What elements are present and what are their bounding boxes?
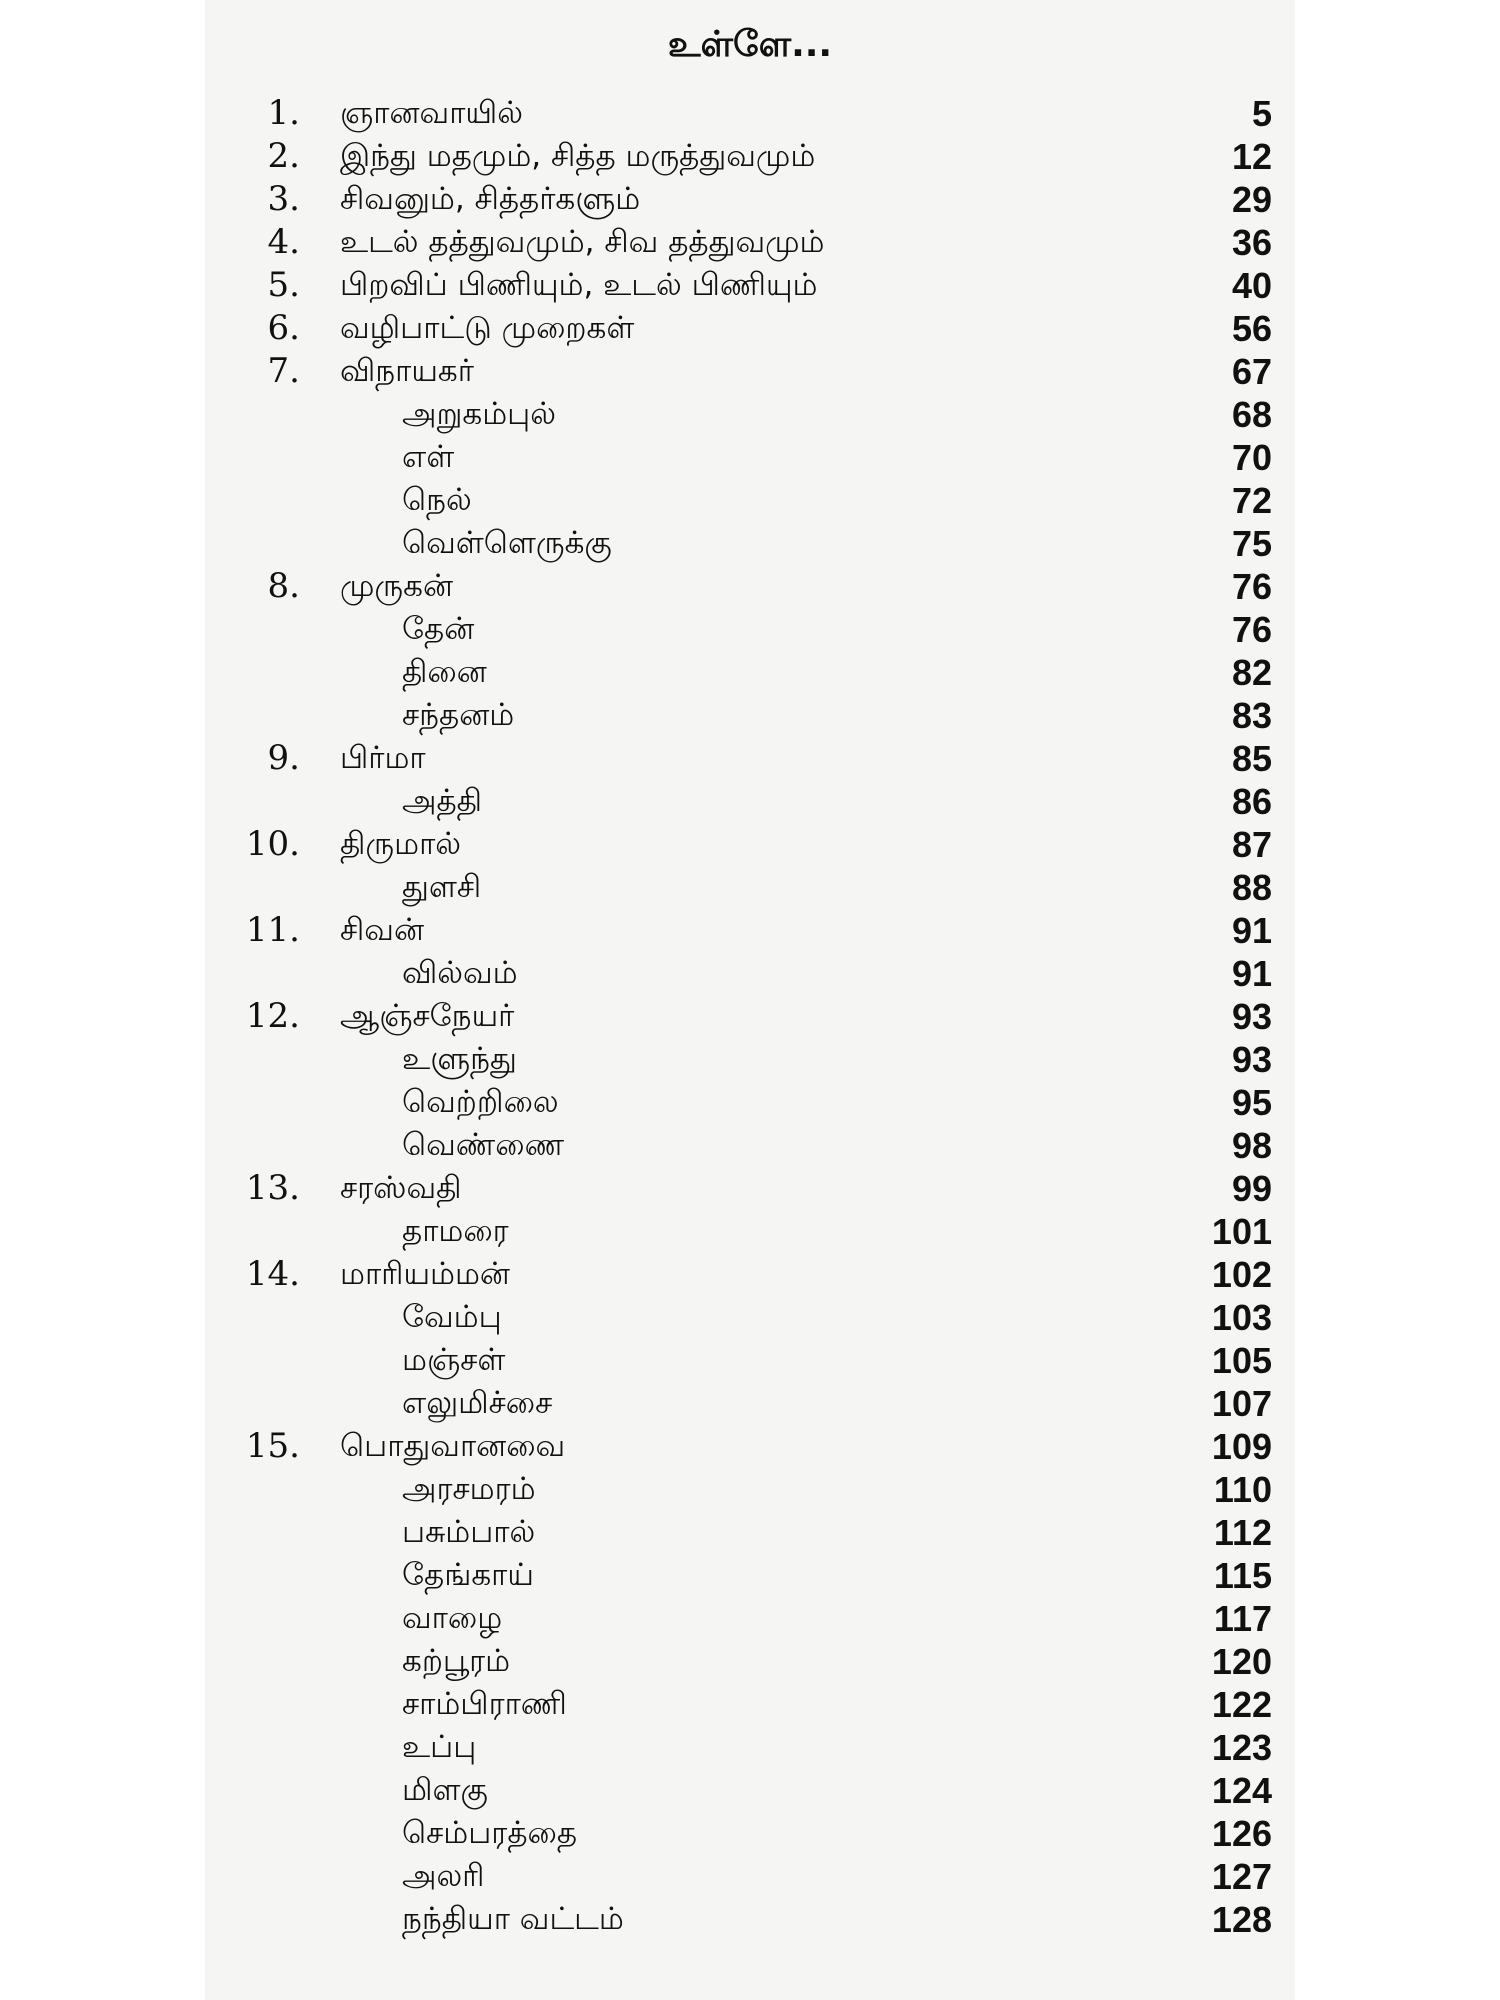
chapter-number: 4. [267,222,300,262]
chapter-title: சிவன் [340,912,425,948]
page-number: 93 [1231,996,1272,1037]
chapter-title: மாரியம்மன் [340,1256,510,1292]
toc-entry [0,1597,1500,1640]
page-number: 88 [1231,867,1272,908]
chapter-title: திருமால் [340,826,462,862]
chapter-title: ஆஞ்சநேயர் [340,998,515,1034]
page-number: 68 [1231,394,1272,435]
page-number: 123 [1211,1727,1272,1768]
chapter-title: சிவனும், சித்தர்களும் [340,181,641,217]
toc-entry [0,823,1500,866]
subtopic-title: நெல் [402,482,472,518]
subtopic-title: அறுகம்புல் [402,396,556,432]
chapter-number: 11. [245,910,300,950]
subtopic-title: அத்தி [402,783,483,819]
toc-entry [0,1253,1500,1296]
toc-entry [0,1038,1500,1081]
subtopic-title: வெண்ணை [402,1127,565,1163]
page-number: 126 [1211,1813,1272,1854]
page-number: 124 [1211,1770,1272,1811]
toc-entry [0,350,1500,393]
chapter-number: 7. [267,351,300,391]
chapter-number: 2. [267,136,300,176]
subtopic-title: நந்தியா வட்டம் [402,1901,624,1937]
toc-entry [0,1124,1500,1167]
page-number: 67 [1231,351,1272,392]
subtopic-title: வில்வம் [402,955,518,991]
subtopic-title: வேம்பு [402,1299,502,1335]
page-number: 36 [1231,222,1272,263]
subtopic-title: தாமரை [402,1213,509,1249]
subtopic-title: தினை [402,654,487,690]
subtopic-title: வெள்ளெருக்கு [402,525,612,561]
toc-entry [0,1898,1500,1941]
page-number: 75 [1231,523,1272,564]
toc-entry [0,264,1500,307]
subtopic-title: உப்பு [402,1729,477,1765]
page-number: 82 [1231,652,1272,693]
chapter-number: 8. [267,566,300,606]
page-number: 107 [1211,1383,1272,1424]
subtopic-title: தேங்காய் [402,1557,534,1593]
toc-entry [0,1425,1500,1468]
page-number: 86 [1231,781,1272,822]
toc-entry [0,608,1500,651]
page-number: 56 [1231,308,1272,349]
page-number: 29 [1231,179,1272,220]
toc-entry [0,1296,1500,1339]
toc-entry [0,92,1500,135]
subtopic-title: பசும்பால் [402,1514,536,1550]
toc-entry [0,436,1500,479]
page-number: 122 [1211,1684,1272,1725]
page-number: 102 [1211,1254,1272,1295]
toc-entry [0,522,1500,565]
chapter-title: பொதுவானவை [340,1428,566,1464]
toc-entry [0,393,1500,436]
page-number: 70 [1231,437,1272,478]
page-number: 93 [1231,1039,1272,1080]
page-number: 91 [1231,910,1272,951]
toc-entry [0,1683,1500,1726]
contents-title: உள்ளே... [667,24,833,65]
page-number: 12 [1231,136,1272,177]
page-number: 87 [1231,824,1272,865]
toc-entry [0,866,1500,909]
page-number: 115 [1213,1555,1272,1596]
page-number: 101 [1211,1211,1272,1252]
toc-entry [0,737,1500,780]
subtopic-title: வெற்றிலை [402,1084,559,1120]
chapter-title: பிறவிப் பிணியும், உடல் பிணியும் [340,267,818,303]
toc-entry [0,221,1500,264]
toc-entry [0,909,1500,952]
subtopic-title: எலுமிச்சை [402,1385,553,1421]
page-number: 76 [1231,566,1272,607]
toc-entry [0,1382,1500,1425]
toc-entry [0,1769,1500,1812]
page-number: 127 [1211,1856,1272,1897]
subtopic-title: சாம்பிராணி [402,1686,567,1722]
chapter-number: 12. [245,996,300,1036]
subtopic-title: சந்தனம் [402,697,515,733]
toc-entry [0,135,1500,178]
toc-entry [0,1167,1500,1210]
chapter-number: 13. [245,1168,300,1208]
chapter-number: 9. [267,738,300,778]
toc-entry [0,1468,1500,1511]
subtopic-title: வாழை [402,1600,503,1636]
chapter-title: விநாயகர் [340,353,474,389]
subtopic-title: மிளகு [402,1772,488,1808]
toc-entry [0,479,1500,522]
toc-entry [0,1640,1500,1683]
page-number: 85 [1231,738,1272,779]
toc-entry [0,995,1500,1038]
chapter-title: ஞானவாயில் [340,95,523,131]
chapter-title: முருகன் [340,568,454,604]
page-number: 117 [1213,1598,1272,1639]
page-number: 91 [1231,953,1272,994]
page-number: 76 [1231,609,1272,650]
toc-entry [0,1812,1500,1855]
chapter-title: இந்து மதமும், சித்த மருத்துவமும் [340,138,816,174]
page-number: 120 [1211,1641,1272,1682]
toc-entry [0,952,1500,995]
page-number: 5 [1251,93,1272,134]
toc-entry [0,694,1500,737]
toc-entry [0,1081,1500,1124]
page-number: 98 [1231,1125,1272,1166]
chapter-number: 14. [245,1254,300,1294]
subtopic-title: எள் [402,439,455,475]
chapter-number: 10. [245,824,300,864]
chapter-number: 1. [267,93,300,133]
page-number: 109 [1211,1426,1272,1467]
page-number: 128 [1211,1899,1272,1940]
toc-entry [0,565,1500,608]
chapter-number: 6. [267,308,300,348]
toc-entry [0,307,1500,350]
page-number: 40 [1231,265,1272,306]
page-number: 110 [1213,1469,1272,1510]
subtopic-title: கற்பூரம் [402,1643,511,1679]
chapter-number: 15. [245,1426,300,1466]
toc-entry [0,1511,1500,1554]
toc-entry [0,178,1500,221]
chapter-number: 3. [267,179,300,219]
subtopic-title: அரசமரம் [402,1471,536,1507]
toc-entry [0,1855,1500,1898]
page-number: 112 [1213,1512,1272,1553]
page-number: 83 [1231,695,1272,736]
subtopic-title: செம்பரத்தை [402,1815,578,1851]
chapter-title: வழிபாட்டு முறைகள் [340,310,635,346]
page-number: 105 [1211,1340,1272,1381]
toc-entry [0,651,1500,694]
toc-entry [0,1726,1500,1769]
page-number: 95 [1231,1082,1272,1123]
toc-entry [0,780,1500,823]
chapter-title: சரஸ்வதி [340,1170,462,1206]
toc-entry [0,1554,1500,1597]
toc-entry [0,1339,1500,1382]
subtopic-title: அலரி [402,1858,485,1894]
page-number: 99 [1231,1168,1272,1209]
chapter-title: உடல் தத்துவமும், சிவ தத்துவமும் [340,224,825,260]
subtopic-title: மஞ்சள் [402,1342,506,1378]
subtopic-title: உளுந்து [402,1041,517,1077]
chapter-number: 5. [267,265,300,305]
chapter-title: பிர்மா [340,740,426,776]
subtopic-title: துளசி [402,869,482,905]
page-number: 72 [1231,480,1272,521]
toc-entry [0,1210,1500,1253]
subtopic-title: தேன் [402,611,475,647]
page-number: 103 [1211,1297,1272,1338]
